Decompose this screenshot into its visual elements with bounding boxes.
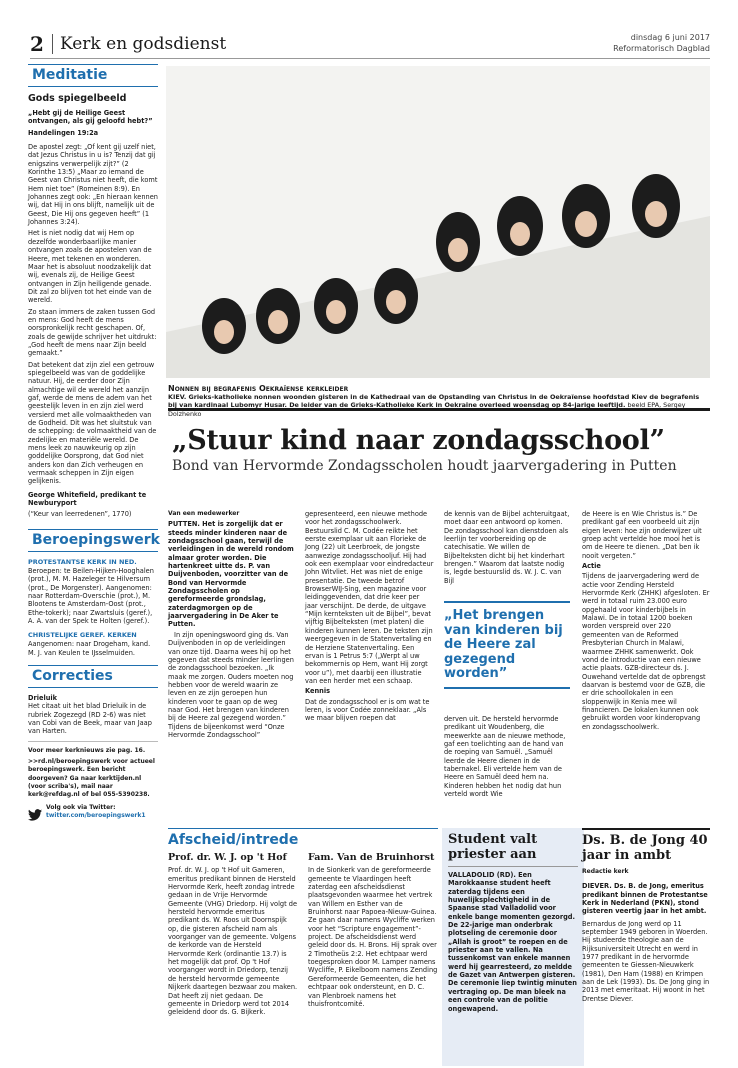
dejong-byline: Redactie kerk bbox=[582, 868, 629, 875]
caption-body: KIEV. Grieks-katholieke nonnen woonden gisteren in de Kathedraal van de Opstanding van Christus in de Oekraïense hoofdstad Kiev de begrafenis bij van kardinaal Lubomyr Husar. De leider van de Grieks-Katholieke Kerk in Oekraïne overleed woensdag op 84-jarige leeftijd. beeld EPA, Sergey Dolzhenko bbox=[168, 393, 700, 418]
afscheid-left bbox=[168, 848, 298, 1019]
article-lead: PUTTEN. Het is zorgelijk dat er steeds minder kinderen naar de zondagsschool gaan, terwijl de verleidingen in de wereld rondom almaar groter worden. Die hartenkreet uitte ds. P. van Duijvenboden, voorzitter van de Bond van Hervormde Zondagsscholen op gereformeerde grondslag, zaterdagmorgen op de jaarvergadering in De Aker te Putten. bbox=[168, 520, 294, 629]
afscheid-right bbox=[308, 848, 438, 1019]
dejong-title: Ds. B. de Jong 40 jaar in ambt bbox=[582, 828, 710, 863]
article-col3-top: de kennis van de Bijbel achteruitgaat, moet daar een antwoord op komen. De zondagsschool kan dienstdoen als leerlijn ter voorbereiding op de catechisatie. We willen de Bijbelteksten dicht bij het kinderhart brengen.” Waarom dat laatste nodig is, legde bestuurslid ds. W. J. C. van Bijl bbox=[444, 510, 570, 585]
pull-quote: „Het brengen van kinderen bij de Heere zal gezegend worden” bbox=[444, 601, 570, 689]
student-text: VALLADOLID (RD). Een Marokkaanse student heeft zaterdag tijdens een huwelijksplechtigheid in de Spaanse stad Valladolid voor enkele bange momenten gezorgd. De 22-jarige man onderbrak plotseling de ceremonie door „Allah is groot” te roepen en de priester aan te vallen. Na tussenkomst van enkele mannen werd hij gearresteerd, zo meldde de Gazet van Antwerpen gisteren. De ceremonie liep twintig minuten vertraging op. De man bleek na een controle van de politie ongewapend. bbox=[448, 871, 577, 1013]
page-header bbox=[30, 30, 710, 59]
church-label-2: CHRISTELIJKE GEREF. KERKEN bbox=[28, 631, 137, 640]
subhead-actie: Actie bbox=[582, 562, 601, 571]
student-box bbox=[442, 828, 584, 1066]
main-headline-block bbox=[168, 408, 710, 474]
article-col2-end: Dat de zondagsschool er is om wat te leren, is voor Codée zonneklaar. „Als we maar blijven roepen dat bbox=[305, 697, 430, 723]
article-col-1 bbox=[168, 510, 294, 741]
afscheid-left-title: Prof. dr. W. J. op 't Hof bbox=[168, 852, 287, 863]
afscheid-left-text: Prof. dr. W. J. op 't Hof uit Gameren, emeritus predikant binnen de Hersteld Hervormde Kerk, heeft zondag intrede gedaan in de Vrije Hervormde Gemeente (VHG) Driedorp. Hij volgt de hersteld hervormde emeritus predikant ds. W. Roos uit Doornspijk op, die gisteren afscheid nam als voorganger van de gemeente. Volgens de kerkorde van de Hersteld Hervormde Kerk (ordinantie 13.7) is het mogelijk dat prof. Op 't Hof voorganger wordt in Driedorp, tenzij de hersteld hervormde gemeente Nijkerk daartegen bezwaar zou maken. Dat heeft zij niet gedaan. De gemeente in Driedorp werd tot 2014 geleidend door ds. G. Bijkerk. bbox=[168, 866, 298, 1017]
afscheid-right-text: In de Sionkerk van de gereformeerde gemeente te Vlaardingen heeft zaterdag een afscheidsdienst plaatsgevonden waarmee het vertrek van Willem en Esther van de Bruinhorst naar Papoea-Nieuw-Guinea. Ze gaan daar namens Wycliffe werken voor het “Scripture engagement”-project. De afscheidsdienst werd geleid door ds. H. Brons. Hij sprak over 2 Timotheüs 2:2. Het echtpaar werd toegesproken door M. Lamper namens Wycliffe, P. Eikelboom namens Zending Gereformeerde Gemeenten, die het echtpaar ook ondersteunt, en D. C. van Plenbroek namens het thuisfrontcomité. bbox=[308, 866, 438, 1008]
meditatie-author: George Whitefield, predikant te Newburyport bbox=[28, 490, 147, 508]
correcties-header: Correcties bbox=[28, 665, 158, 688]
article-col-3b bbox=[444, 715, 570, 800]
left-column bbox=[28, 64, 158, 820]
correcties-title: Drieluik bbox=[28, 693, 58, 702]
student-title: Student valt priester aan bbox=[448, 832, 578, 867]
page-number: 2 bbox=[30, 32, 44, 56]
beroepingswerk-text-2: Aangenomen: naar Drogeham, kand. M. J. van Keulen te IJsselmuiden. bbox=[28, 640, 151, 657]
meditatie-p4: Dat betekent dat zijn ziel een getrouw spiegelbeeld was van de goddelijke natuur. Hij, de eerder door Zijn almachtige wil de wereld het aanzijn gaf, werde de mens de adem van het geestelijk leven in en zijn ziel werd versierd met alle volmaaktheden van de Godheid. Dit was het sluitstuk van de schepping: de volmaaktheid van de zedelijke en materiële wereld. De mens leek zo nauwkeurig op zijn goddelijke Oorsprong, dat God niet anders kon dan Zich verheugen en vermaak scheppen in Zijn eigen gelijkenis. bbox=[28, 360, 157, 486]
meditatie-ref: Handelingen 19:2a bbox=[28, 128, 99, 137]
news-photo-nuns bbox=[166, 66, 710, 378]
afscheid-section bbox=[168, 828, 438, 1019]
beroepingswerk-text-1: Beroepen: te Beilen-Hijken-Hooghalen (prot.), M. M. Hazeleger te Hilversum (prot., De Morgenster). Aangenomen: naar Rotterdam-Overschie (prot.), M. Blootens te Amsterdam-Oost (prot., Ethe-tokerk); naar Zwartsluis (geref.), A. A. van der Spek te Holten (geref.). bbox=[28, 566, 154, 625]
article-col2-body: gepresenteerd, een nieuwe methode voor het zondagsschoolwerk. Bestuurslid C. M. Codée reikte het eerste exemplaar uit aan Florieke de Jong (22) uit Leerbroek, de jongste aanwezige zondagsschooljuf. Hij had ook een exemplaar voor eindredacteur John Witvliet. Het was niet de enige presentatie. De tweede betrof BrowserWIJ-Sing, een magazine voor leidinggevenden, dat drie keer per jaar verschijnt. De derde, de uitgave “Mijn kernteksten uit de Bijbel”, bevat vijftig Bijbelteksten (met platen) die kinderen kunnen leren. De teksten zijn weergegeven in de Statenvertaling en de Herziene Statenvertaling. Een ervan is 1 Petrus 5:7 („Werpt al uw bekommernis op Hem, want Hij zorgt voor u”), met daarbij een illustratie van een herder met een schaap. bbox=[305, 510, 434, 685]
dejong-lead: DIEVER. Ds. B. de Jong, emeritus predikant binnen de Protestantse Kerk in Nederland (PKN), stond gisteren veertig jaar in het ambt. bbox=[582, 882, 708, 916]
correcties-text: Het citaat uit het blad Drieluik in de rubriek Zogezegd (RD 2-6) was niet van Cobi van de Beek, maar van Jaap van Harten. bbox=[28, 702, 152, 736]
subhead-kennis: Kennis bbox=[305, 687, 331, 696]
article-col4-top: de Heere is en Wie Christus is.” De predikant gaf een voorbeeld uit zijn eigen leven: hoe zijn onderwijzer uit groep acht vertelde hoe mooi het is om de Heere te dienen. „Dat ben ik nooit vergeten.” bbox=[582, 510, 702, 560]
main-subheadline: Bond van Hervormde Zondagsscholen houdt jaarvergadering in Putten bbox=[172, 458, 677, 474]
meditatie-header: Meditatie bbox=[28, 64, 158, 87]
article-col3-bottom: derven uit. De hersteld hervormde predikant uit Woudenberg, die meewerkte aan de nieuwe methode, gaf een toelichting aan de hand van de roeping van Samuël. „Samuël leerde de Heere dienen in de tabernakel. Eli vertelde hem van de Heere en Samuël deed hem na. Kinderen hebben het nodig dat hun verteld wordt Wie bbox=[444, 715, 566, 799]
date-line: dinsdag 6 juni 2017 Reformatorisch Dagblad bbox=[613, 33, 710, 53]
meditatie-title: Gods spiegelbeeld bbox=[28, 93, 127, 104]
meditatie-p1: De apostel zegt: „Of kent gij uzelf niet, dat Jezus Christus in u is? Tenzij dat gij enigszins verwerpelijk zijt?” (2 Korinthe 13:5) „Maar zo iemand de Geest van Christus niet heeft, die komt Hem niet toe” (Romeinen 8:9). En Johannes zegt ook: „En hieraan kennen wij, dat Hij in ons blijft, namelijk uit de Geest, Die Hij ons gegeven heeft” (1 Johannes 3:24). bbox=[28, 143, 158, 227]
meditatie-source: (“Keur van leerredenen”, 1770) bbox=[28, 510, 132, 519]
twitter-icon bbox=[28, 806, 42, 818]
caption-head: Nonnen bij begrafenis Oekraïense kerkleider bbox=[168, 384, 349, 393]
article-col-4 bbox=[582, 510, 710, 733]
afscheid-right-title: Fam. Van de Bruinhorst bbox=[308, 852, 435, 863]
article-col1-body: In zijn openingswoord ging ds. Van Duijvenboden in op de verleidingen van onze tijd. Daarna wees hij op het gegeven dat steeds minder leerlingen de zondagsschool bezoeken. „Ik maak me zorgen. Ouders moeten nog hebben voor de wereld waarin ze leven en ze zijn geroepen hun kinderen voor te gaan op de weg naar God. Het brengen van kinderen bij de Heere zal gezegend worden.” Tijdens de bijeenkomst werd “Onze Hervormde Zondagsschool” bbox=[168, 630, 294, 739]
twitter-block bbox=[28, 804, 158, 821]
meditatie-quote: „Hebt gij de Heilige Geest ontvangen, als gij geloofd hebt?” bbox=[28, 109, 153, 126]
article-col4-body: Tijdens de jaarvergadering werd de actie voor Zending Hersteld Hervormde Kerk (ZHHK) afgesloten. Er werd in totaal ruim 23.000 euro opgehaald voor kinderbijbels in Malawi. De in totaal 1200 boeken worden verspreid over 220 gemeenten van de Reformed Presbyterian Church in Malawi, waarmee ZHHK samenwerkt. Ook vond de introductie van een nieuwe actie plaats. GZB-directeur ds. J. Ouwehand vertelde dat de opbrengst daarvan is bestemd voor de GZB, die er drie schoollokalen in een sloppenwijk in Kenia mee wil financieren. De lokalen kunnen ook gebruikt worden voor kinderopvang en zondagsschoolwerk. bbox=[582, 572, 710, 731]
main-headline: „Stuur kind naar zondagsschool” bbox=[172, 425, 665, 456]
article-col-2 bbox=[305, 510, 434, 725]
meditatie-p2: Het is niet nodig dat wij Hem op dezelfde wonderbaarlijke manier ontvangen zoals de apostelen van de Heere, met tekenen en wonderen. Maar het is absoluut noodzakelijk dat wij, evenals zij, de Heilige Geest ontvangen in Zijn heiligende genade. Dit zal zo blijven tot het einde van de wereld. bbox=[28, 229, 152, 305]
article-col-3 bbox=[444, 510, 570, 587]
dejong-article bbox=[582, 828, 710, 1003]
more-news: Voor meer kerknieuws zie pag. 16. bbox=[28, 746, 146, 754]
section-title: Kerk en godsdienst bbox=[60, 34, 227, 54]
footer-links[interactable]: >>rd.nl/beroepingswerk voor actueel beroepingswerk. Een bericht doorgeven? Ga naar kerktijden.nl (voor scriba's), mail naar kerk@refdag.nl of bel 055-5390238. bbox=[28, 757, 155, 799]
twitter-link[interactable]: twitter.com/beroepingswerk1 bbox=[46, 812, 146, 820]
dejong-body: Bernardus de Jong werd op 11 september 1949 geboren in Woerden. Hij studeerde theologie aan de Rijksuniversiteit Utrecht en werd in 1977 predikant in de hervormde gemeenten te Giessen-Nieuwkerk (1981), Den Ham (1988) en Krimpen aan de Lek (1993). Ds. De Jong ging in 2013 met emeritaat. Hij woont in het Drentse Diever. bbox=[582, 919, 710, 1003]
meditatie-p3: Zo staan immers de zaken tussen God en mens: God heeft de mens oorspronkelijk recht geschapen. Of, zoals de gewijde schrijver het uitdrukt: „God heeft de mens naar Zijn beeld gemaakt.” bbox=[28, 307, 157, 358]
afscheid-header: Afscheid/intrede bbox=[168, 828, 438, 848]
beroepingswerk-header: Beroepingswerk bbox=[28, 529, 158, 552]
church-label-1: PROTESTANTSE KERK IN NED. bbox=[28, 557, 137, 566]
byline: Van een medewerker bbox=[168, 510, 240, 517]
photo-credit: beeld EPA, Sergey Dolzhenko bbox=[168, 401, 686, 418]
twitter-label: Volg ook via Twitter: bbox=[46, 803, 116, 811]
